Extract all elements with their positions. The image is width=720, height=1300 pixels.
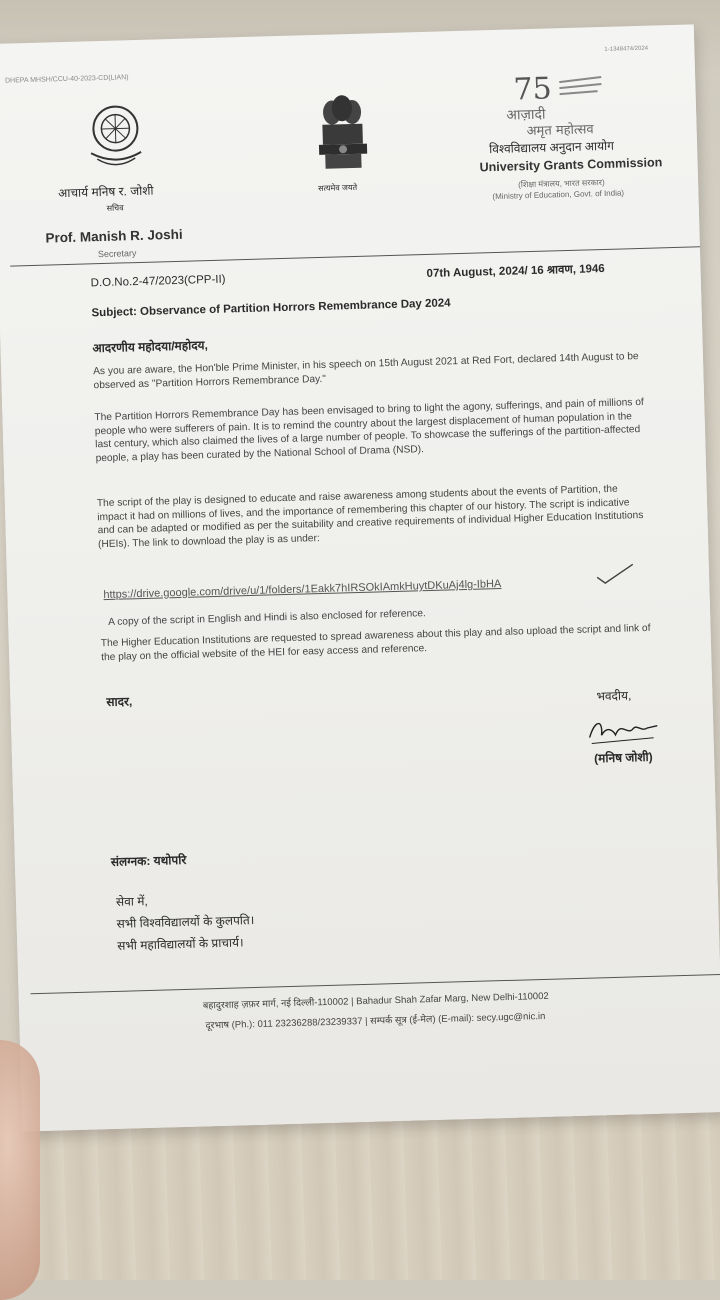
ministry-english: (Ministry of Education, Govt. of India)	[492, 188, 625, 202]
signature-icon	[583, 710, 664, 752]
wooden-table	[0, 1110, 720, 1280]
signatory-name: (मनिष जोशी)	[593, 749, 653, 766]
paragraph-3: The script of the play is designed to educate and raise awareness among students about the events of Partition, the impact it had on millions of lives, and the importance of remembering this chapter of our history. The script is indicative and can be adapted or modified as per the suitability and creative requirements of individual Higher Education Institutions (HEIs). The link to download the play is as under:	[96, 483, 644, 551]
letter-page	[0, 24, 720, 1131]
ugc-name-hindi: विश्वविद्यालय अनुदान आयोग	[488, 138, 615, 157]
footer-contact: दूरभाष (Ph.): 011 23236288/23239337 | सम्पर्क सूत्र (ई-मेल) (E-mail): secy.ugc@nic.in	[205, 1010, 546, 1032]
national-emblem-icon	[309, 91, 375, 183]
closing: सादर,	[106, 694, 133, 710]
svg-text:अमृत महोत्सव: अमृत महोत्सव	[526, 122, 594, 140]
ugc-logo-icon	[80, 100, 152, 172]
addressee-line-3: सभी महाविद्यालयों के प्राचार्य।	[117, 935, 244, 953]
enclosure-label: संलग्नक: यथोपरि	[110, 852, 187, 869]
reference-number-top: DHEPA MHSH/CCU-40-2023-CD(LIAN)	[4, 74, 129, 85]
letter-reference: D.O.No.2-47/2023(CPP-II)	[90, 273, 226, 290]
footer-address: बहादुरशाह ज़फ़र मार्ग, नई दिल्ली-110002 | Bahadur Shah Zafar Marg, New Delhi-110002	[202, 990, 549, 1012]
yours-faithfully: भवदीय,	[596, 688, 632, 704]
paragraph-4: The Higher Education Institutions are requested to spread awareness about this play and also upload the script and link of the play on the official website of the HEI for easy access and reference.	[100, 622, 651, 663]
drive-link[interactable]: https://drive.google.com/drive/u/1/folders/1Eakk7hIRSOkIAmkHuytDKuAj4lg-IbHA	[103, 577, 502, 602]
secretary-role-hindi: सचिव	[106, 203, 124, 213]
finger	[0, 1040, 40, 1300]
footer-divider	[31, 974, 720, 994]
ministry-hindi: (शिक्षा मंत्रालय, भारत सरकार)	[518, 177, 605, 190]
svg-text:आज़ादी: आज़ादी	[505, 106, 546, 124]
emblem-caption: सत्यमेव जयते	[318, 182, 358, 193]
secretary-name-hindi: आचार्य मनिष र. जोशी	[57, 183, 154, 201]
secretary-name: Prof. Manish R. Joshi	[45, 226, 183, 246]
addressee-line-2: सभी विश्वविद्यालयों के कुलपति।	[116, 913, 255, 931]
salutation: आदरणीय महोदया/महोदय,	[92, 338, 209, 356]
secretary-role: Secretary	[97, 248, 137, 260]
paragraph-2: The Partition Horrors Remembrance Day has been envisaged to bring to light the agony, sufferings, and pain of millions of people who were sufferers of pain. It is to remind the country about the largest displacement of human population in the last century, which also claimed the lives of a large number of people. To showcase the sufferings of the partition-affected people, a play has been curated by the National School of Drama (NSD).	[94, 396, 644, 465]
letter-date: 07th August, 2024/ 16 श्रावण, 1946	[426, 262, 605, 280]
enclosure-note: A copy of the script in English and Hindi is also enclosed for reference.	[108, 608, 426, 628]
azadi-ka-amrit-mahotsav-logo	[501, 67, 613, 140]
checkmark-icon	[595, 562, 636, 587]
addressee-line-1: सेवा में,	[115, 893, 148, 909]
letter-subject: Subject: Observance of Partition Horrors Remembrance Day 2024	[91, 297, 451, 320]
ugc-name: University Grants Commission	[479, 155, 663, 175]
reference-number-right: 1-1348474/2024	[604, 45, 649, 53]
paragraph-1: As you are aware, the Hon'ble Prime Minister, in his speech on 15th August 2021 at Red Fort, declared 14th August to be observed as "Partition Horrors Remembrance Day."	[93, 351, 639, 391]
svg-text:75: 75	[512, 71, 553, 108]
